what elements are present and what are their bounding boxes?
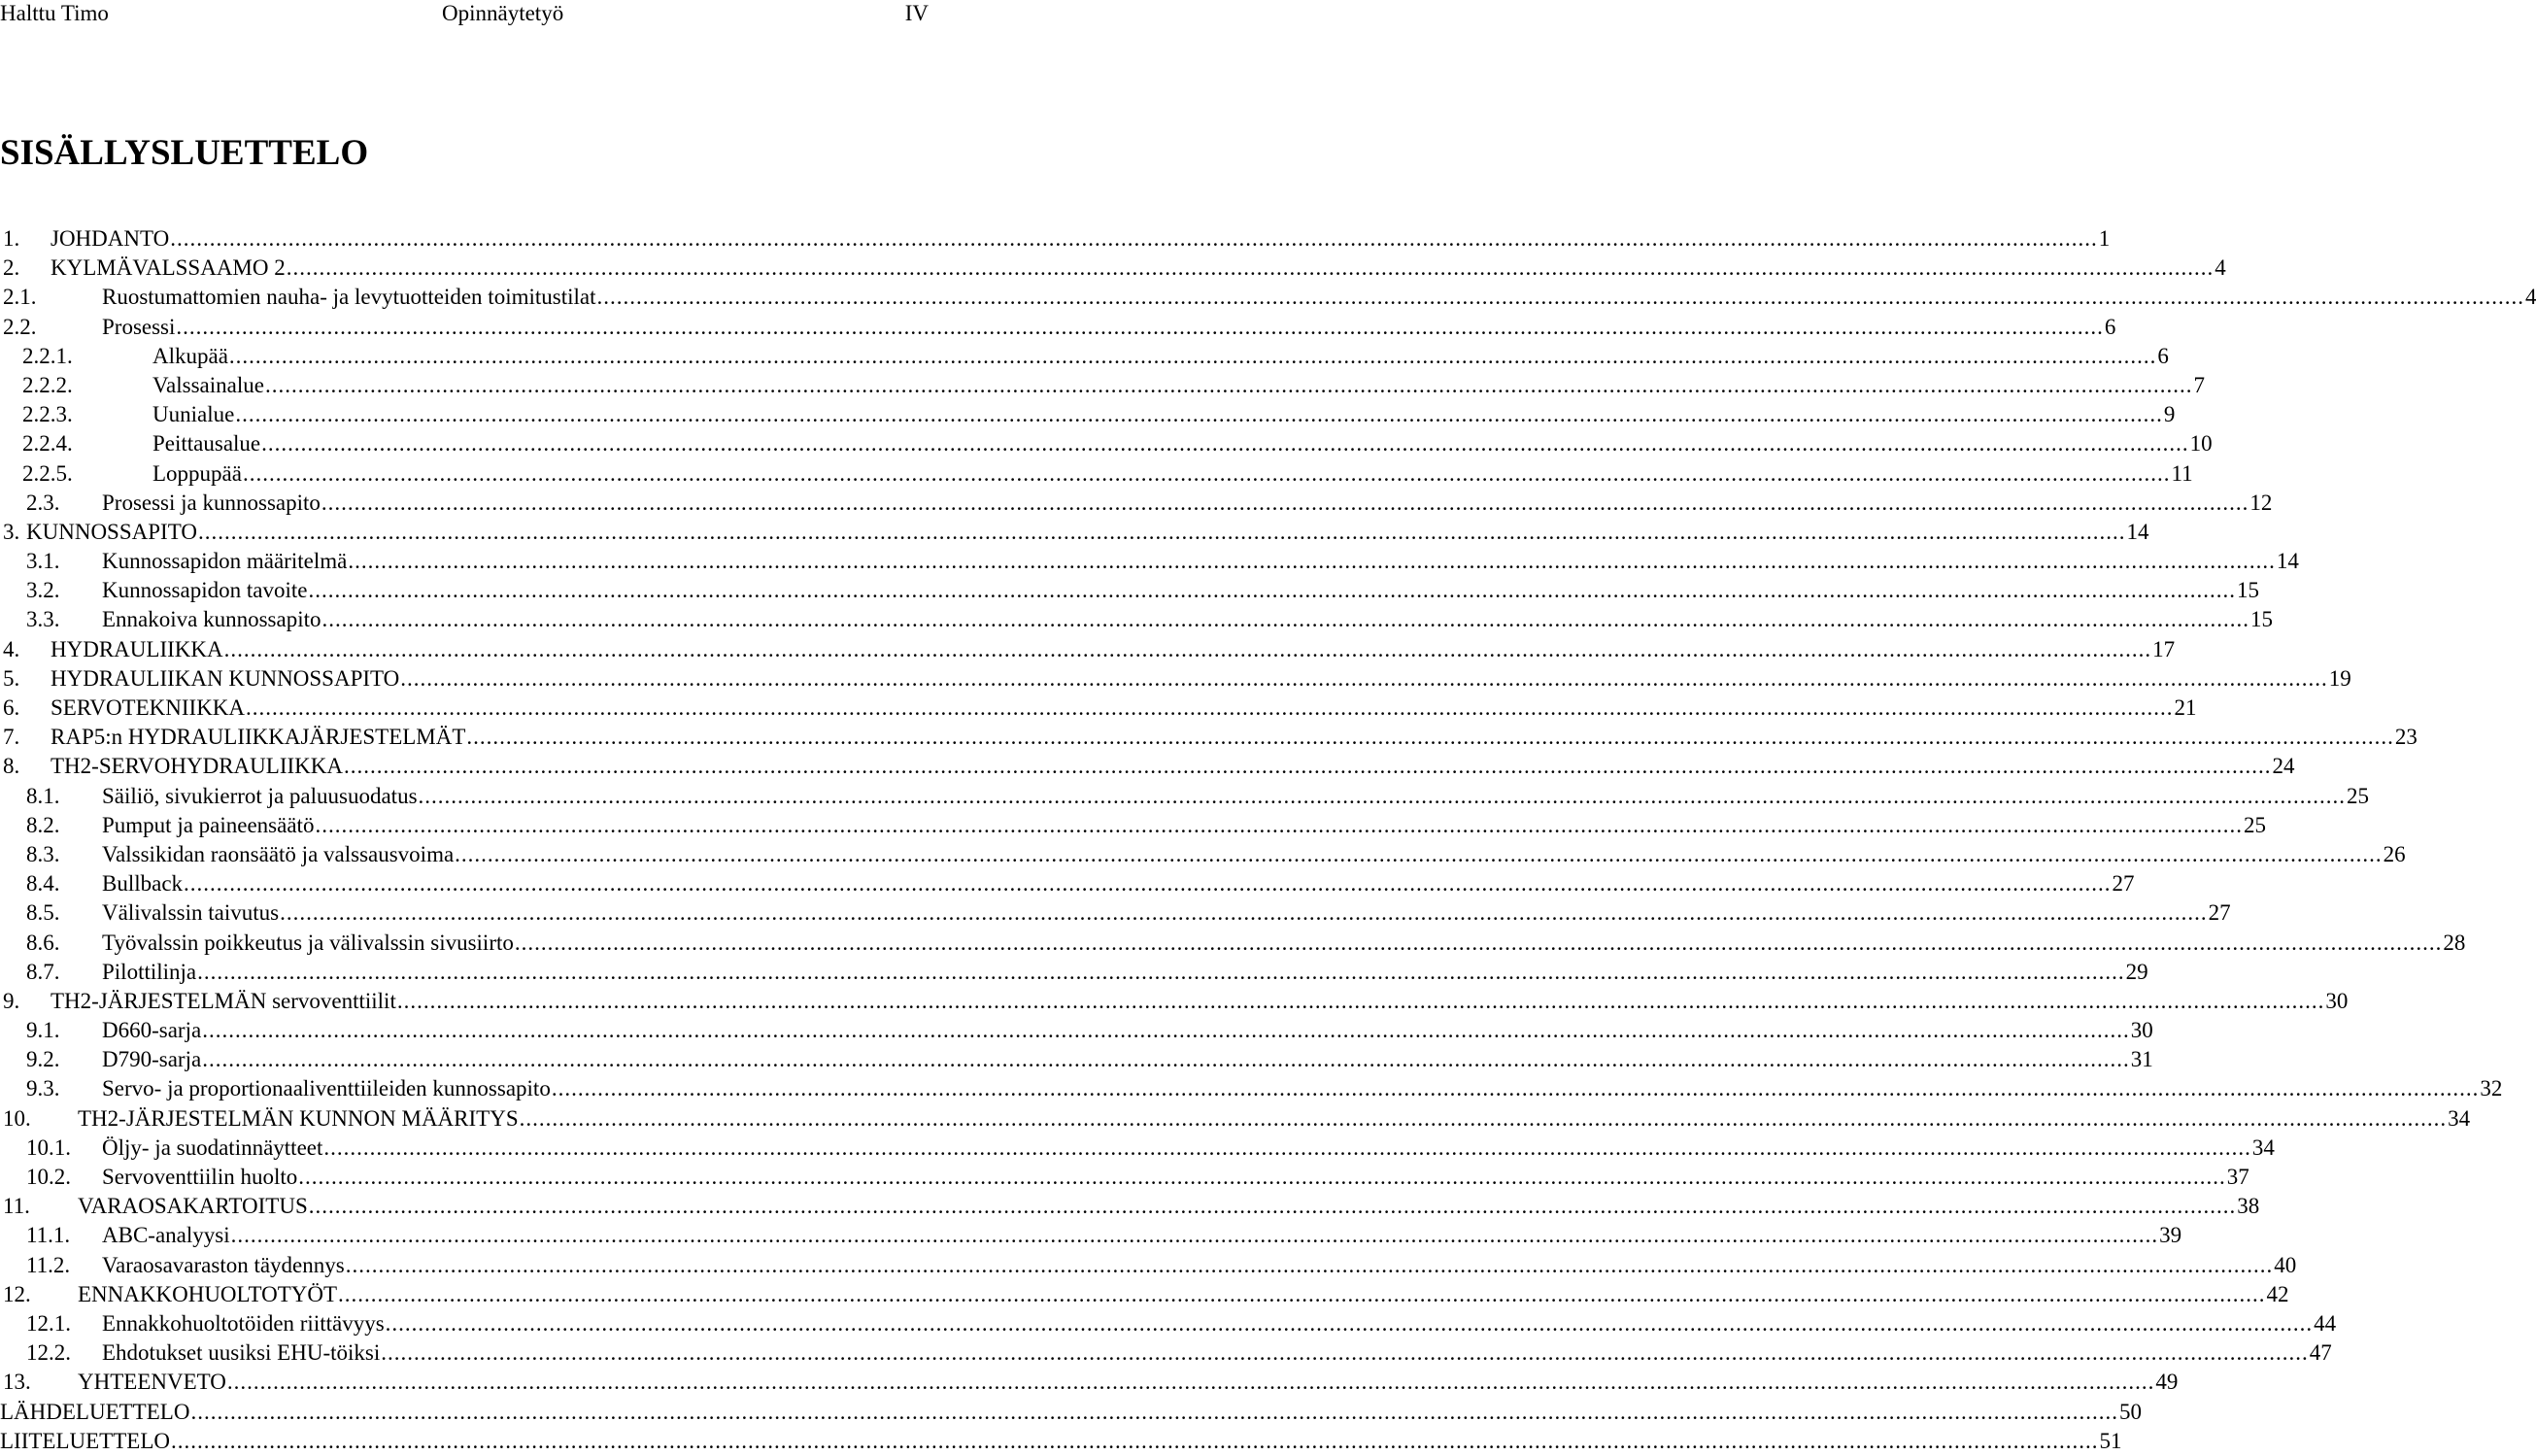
- toc-entry-row: [102, 605, 2273, 634]
- toc-entry-row: [152, 400, 2176, 429]
- toc-entry-number: 2.: [3, 255, 20, 281]
- toc-entry-row: [51, 664, 2351, 694]
- toc-leader-dots: [198, 518, 2126, 547]
- toc-entry-page: 44: [2314, 1310, 2337, 1336]
- toc-entry[interactable]: [0, 1192, 2260, 1221]
- toc-entry-row: [102, 811, 2266, 840]
- toc-entry-number: 8.3.: [26, 841, 60, 866]
- toc-entry-number: 2.3.: [26, 490, 60, 515]
- toc-leader-dots: [321, 489, 2249, 518]
- toc-entry[interactable]: [0, 489, 2273, 518]
- toc-entry-page: 21: [2174, 695, 2197, 720]
- toc-entry-row: [26, 518, 2149, 547]
- toc-entry[interactable]: [0, 518, 2149, 547]
- header-author: Halttu Timo: [0, 1, 109, 25]
- toc-entry[interactable]: [0, 782, 2370, 811]
- toc-entry-number: 3.3.: [26, 607, 60, 632]
- toc-entry-row: [152, 429, 2213, 458]
- toc-entry-title: LIITELUETTELO: [0, 1428, 170, 1453]
- toc-entry-row: [102, 958, 2148, 987]
- toc-entry-title: Öljy- ja suodatinnäytteet: [102, 1134, 323, 1160]
- toc-entry-row: [102, 840, 2406, 869]
- toc-leader-dots: [229, 342, 2157, 371]
- toc-entry-number: 1.: [3, 226, 20, 251]
- toc-entry-title: KUNNOSSAPITO: [26, 519, 197, 544]
- toc-entry-row: [102, 489, 2273, 518]
- toc-entry-page: 17: [2152, 636, 2176, 661]
- toc-entry-title: Välivalssin taivutus: [102, 900, 280, 926]
- toc-entry-page: 37: [2226, 1165, 2249, 1189]
- toc-entry[interactable]: [0, 694, 2197, 723]
- toc-entry-number: 8.6.: [26, 930, 60, 955]
- toc-entry[interactable]: [0, 1045, 2153, 1074]
- toc-entry-page: 4: [2215, 255, 2226, 281]
- toc-leader-dots: [515, 929, 2443, 958]
- toc-entry-title: Prosessi: [102, 314, 176, 339]
- toc-entry-row: [102, 313, 2116, 342]
- toc-entry-number: 10.2.: [26, 1165, 71, 1189]
- toc-entry-page: 15: [2236, 578, 2259, 603]
- toc-leader-dots: [466, 723, 2394, 752]
- toc-entry[interactable]: [0, 254, 2226, 283]
- toc-entry-row: [152, 371, 2205, 400]
- toc-entry-title: Alkupää: [152, 343, 228, 368]
- toc-entry-number: 9.2.: [26, 1047, 60, 1072]
- toc-leader-dots: [596, 283, 2524, 312]
- toc-entry-row: [78, 1280, 2289, 1309]
- toc-entry-page: 49: [2155, 1370, 2179, 1395]
- toc-entry-page: 34: [2448, 1105, 2471, 1131]
- toc-entry[interactable]: [0, 723, 2418, 752]
- toc-leader-dots: [171, 1427, 2099, 1456]
- toc-leader-dots: [322, 605, 2250, 634]
- toc-entry[interactable]: [0, 1338, 2332, 1368]
- toc-leader-dots: [520, 1104, 2448, 1134]
- toc-entry[interactable]: [0, 958, 2148, 987]
- toc-entry-title: Bullback: [102, 871, 184, 897]
- toc-entry-title: Pilottilinja: [102, 959, 197, 984]
- toc-entry-title: ABC-analyysi: [102, 1223, 230, 1248]
- toc-entry-page: 19: [2328, 665, 2351, 691]
- toc-entry-page: 15: [2250, 607, 2273, 632]
- toc-entry[interactable]: [0, 576, 2259, 605]
- toc-entry-page: 30: [2325, 988, 2349, 1013]
- toc-entry-title: Valssainalue: [152, 372, 264, 397]
- toc-entry-number: 2.2.4.: [22, 431, 73, 457]
- toc-entry-number: 10.: [3, 1105, 31, 1131]
- toc-entry[interactable]: [0, 869, 2135, 898]
- toc-entry-title: Pumput ja paineensäätö: [102, 812, 315, 837]
- toc-leader-dots: [224, 635, 2152, 664]
- toc-entry[interactable]: [0, 459, 2193, 489]
- toc-entry-number: 12.1.: [26, 1310, 71, 1336]
- toc-entry[interactable]: [0, 1280, 2289, 1309]
- toc-entry-title: KYLMÄVALSSAAMO 2: [51, 255, 286, 281]
- toc-entry-number: 2.2.5.: [22, 460, 73, 486]
- toc-entry-row: [51, 723, 2418, 752]
- toc-entry-row: [102, 929, 2466, 958]
- toc-leader-dots: [170, 224, 2098, 254]
- toc-entry-page: 23: [2394, 725, 2418, 750]
- header-page-number: IV: [904, 1, 929, 25]
- toc-entry-title: Servo- ja proportionaaliventtiileiden kunnossapito: [102, 1076, 551, 1101]
- toc-leader-dots: [197, 958, 2125, 987]
- toc-entry[interactable]: [0, 1134, 2275, 1163]
- toc-entry-row: [152, 342, 2169, 371]
- toc-entry[interactable]: [0, 840, 2406, 869]
- toc-entry-page: 9: [2163, 402, 2176, 427]
- toc-leader-dots: [386, 1309, 2314, 1338]
- toc-entry-title: Varaosavaraston täydennys: [102, 1252, 345, 1277]
- toc-entry-title: HYDRAULIIKAN KUNNOSSAPITO: [51, 665, 400, 691]
- toc-entry[interactable]: [0, 1427, 2122, 1456]
- toc-entry-title: Ruostumattomien nauha- ja levytuotteiden toimitustilat: [102, 285, 596, 310]
- toc-entry[interactable]: [0, 429, 2213, 458]
- toc-entry-page: 14: [2276, 549, 2299, 574]
- toc-entry-title: D660-sarja: [102, 1018, 202, 1043]
- toc-entry-number: 8.1.: [26, 783, 60, 808]
- toc-entry-row: [102, 1309, 2337, 1338]
- toc-entry-page: 40: [2274, 1252, 2297, 1277]
- toc-entry-number: 3.1.: [26, 549, 60, 574]
- toc-entry-title: Loppupää: [152, 460, 242, 486]
- toc-entry-row: [102, 283, 2536, 312]
- toc-leader-dots: [184, 869, 2112, 898]
- toc-entry[interactable]: [0, 1398, 2142, 1427]
- toc-entry-page: 10: [2189, 431, 2213, 457]
- table-of-contents: [0, 224, 2536, 1456]
- toc-entry-page: 27: [2208, 900, 2231, 926]
- toc-entry-number: 2.1.: [3, 285, 37, 310]
- toc-entry-page: 27: [2112, 871, 2135, 897]
- toc-entry[interactable]: [0, 313, 2116, 342]
- toc-entry-row: [51, 987, 2349, 1016]
- toc-leader-dots: [308, 576, 2236, 605]
- toc-entry-row: [0, 1427, 2122, 1456]
- toc-entry-page: 51: [2099, 1428, 2122, 1453]
- toc-entry-number: 7.: [3, 725, 20, 750]
- toc-leader-dots: [280, 898, 2208, 928]
- toc-entry-row: [102, 1016, 2153, 1045]
- toc-entry-title: Uunialue: [152, 402, 235, 427]
- toc-entry-page: 4: [2524, 285, 2536, 310]
- toc-entry-page: 28: [2443, 930, 2466, 955]
- toc-entry[interactable]: [0, 1104, 2471, 1134]
- toc-entry[interactable]: [0, 811, 2266, 840]
- toc-entry-page: 14: [2126, 519, 2149, 544]
- toc-entry-row: [102, 547, 2299, 576]
- toc-entry-number: 11.1.: [26, 1223, 71, 1248]
- toc-entry-page: 24: [2272, 754, 2295, 779]
- toc-leader-dots: [265, 371, 2193, 400]
- toc-entry-title: SERVOTEKNIIKKA: [51, 695, 246, 720]
- toc-entry-row: [0, 1398, 2142, 1427]
- toc-entry-title: VARAOSAKARTOITUS: [78, 1194, 308, 1219]
- page-title: SISÄLLYSLUETTELO: [0, 133, 369, 173]
- toc-entry-page: 50: [2118, 1399, 2142, 1424]
- toc-entry-number: 9.3.: [26, 1076, 60, 1101]
- toc-entry-row: [102, 576, 2259, 605]
- toc-entry-row: [102, 782, 2370, 811]
- toc-entry-row: [51, 635, 2176, 664]
- toc-entry-row: [102, 1134, 2275, 1163]
- toc-entry[interactable]: [0, 635, 2176, 664]
- toc-leader-dots: [176, 313, 2104, 342]
- toc-entry[interactable]: [0, 1016, 2153, 1045]
- toc-leader-dots: [298, 1163, 2226, 1192]
- toc-entry[interactable]: [0, 898, 2231, 928]
- toc-leader-dots: [348, 547, 2276, 576]
- toc-leader-dots: [246, 694, 2174, 723]
- toc-leader-dots: [400, 664, 2328, 694]
- toc-entry-title: Kunnossapidon tavoite: [102, 578, 308, 603]
- toc-entry-page: 26: [2383, 841, 2406, 866]
- toc-entry-title: Kunnossapidon määritelmä: [102, 549, 348, 574]
- toc-entry-page: 12: [2249, 490, 2273, 515]
- toc-leader-dots: [227, 1368, 2155, 1397]
- toc-entry-number: 4.: [3, 636, 20, 661]
- toc-entry-number: 2.2.2.: [22, 372, 73, 397]
- toc-entry-number: 2.2.: [3, 314, 37, 339]
- toc-leader-dots: [419, 782, 2347, 811]
- toc-entry[interactable]: [0, 1221, 2182, 1250]
- toc-entry[interactable]: [0, 224, 2111, 254]
- toc-entry-page: 6: [2104, 314, 2116, 339]
- page-header: [0, 0, 932, 29]
- toc-entry-number: 8.2.: [26, 812, 60, 837]
- toc-entry[interactable]: [0, 752, 2295, 781]
- toc-entry-number: 11.2.: [26, 1252, 71, 1277]
- toc-entry-page: 7: [2193, 372, 2205, 397]
- toc-entry-number: 3.: [3, 519, 20, 544]
- toc-entry[interactable]: [0, 342, 2169, 371]
- toc-entry-title: Prosessi ja kunnossapito: [102, 490, 321, 515]
- toc-entry-number: 9.1.: [26, 1018, 60, 1043]
- toc-entry-row: [51, 752, 2295, 781]
- toc-entry-row: [51, 694, 2197, 723]
- toc-entry-title: Ehdotukset uusiksi EHU-töiksi: [102, 1340, 381, 1366]
- toc-entry-title: Ennakkohuoltotöiden riittävyys: [102, 1310, 385, 1336]
- toc-entry-number: 8.5.: [26, 900, 60, 926]
- toc-entry-page: 39: [2159, 1223, 2182, 1248]
- toc-entry[interactable]: [0, 283, 2536, 312]
- toc-leader-dots: [323, 1134, 2251, 1163]
- toc-leader-dots: [309, 1192, 2237, 1221]
- toc-entry[interactable]: [0, 1074, 2503, 1103]
- toc-leader-dots: [338, 1280, 2266, 1309]
- toc-entry[interactable]: [0, 1368, 2179, 1397]
- toc-entry-number: 10.1.: [26, 1134, 71, 1160]
- toc-leader-dots: [243, 459, 2171, 489]
- toc-entry-number: 2.2.3.: [22, 402, 73, 427]
- toc-entry-title: Ennakoiva kunnossapito: [102, 607, 321, 632]
- toc-entry-title: Työvalssin poikkeutus ja välivalssin sivusiirto: [102, 930, 514, 955]
- toc-leader-dots: [552, 1074, 2480, 1103]
- toc-entry-title: Peittausalue: [152, 431, 261, 457]
- toc-entry-number: 8.7.: [26, 959, 60, 984]
- toc-leader-dots: [315, 811, 2243, 840]
- toc-entry-page: 34: [2251, 1134, 2275, 1160]
- toc-entry-title: Servoventtiilin huolto: [102, 1165, 298, 1189]
- toc-entry-number: 8.: [3, 754, 20, 779]
- toc-entry[interactable]: [0, 400, 2176, 429]
- toc-entry-row: [78, 1368, 2179, 1397]
- toc-entry-page: 25: [2347, 783, 2370, 808]
- toc-entry-title: LÄHDELUETTELO: [0, 1399, 190, 1424]
- toc-leader-dots: [346, 1251, 2274, 1280]
- toc-entry-row: [152, 459, 2193, 489]
- toc-entry-number: 8.4.: [26, 871, 60, 897]
- toc-entry-row: [78, 1104, 2471, 1134]
- toc-entry[interactable]: [0, 664, 2351, 694]
- toc-entry-title: ENNAKKOHUOLTOTYÖT: [78, 1281, 338, 1306]
- toc-entry-title: HYDRAULIIKKA: [51, 636, 223, 661]
- toc-entry[interactable]: [0, 1163, 2249, 1192]
- toc-entry-title: JOHDANTO: [51, 226, 170, 251]
- toc-entry-title: TH2-JÄRJESTELMÄN KUNNON MÄÄRITYS: [78, 1105, 519, 1131]
- toc-entry-page: 6: [2157, 343, 2169, 368]
- toc-entry-page: 42: [2266, 1281, 2289, 1306]
- toc-leader-dots: [344, 752, 2272, 781]
- toc-entry[interactable]: [0, 1309, 2337, 1338]
- toc-entry-number: 13.: [3, 1370, 31, 1395]
- toc-leader-dots: [261, 429, 2189, 458]
- toc-entry-page: 32: [2480, 1076, 2503, 1101]
- toc-entry-row: [78, 1192, 2260, 1221]
- toc-entry-row: [102, 1251, 2297, 1280]
- toc-entry-title: D790-sarja: [102, 1047, 202, 1072]
- toc-entry[interactable]: [0, 929, 2466, 958]
- toc-entry-row: [102, 898, 2231, 928]
- toc-entry-row: [102, 1221, 2182, 1250]
- toc-entry-row: [102, 1045, 2153, 1074]
- toc-entry-page: 38: [2237, 1194, 2260, 1219]
- toc-leader-dots: [202, 1045, 2130, 1074]
- toc-leader-dots: [190, 1398, 2118, 1427]
- toc-entry-row: [102, 1338, 2332, 1368]
- header-document-type: Opinnäytetyö: [442, 1, 564, 25]
- toc-leader-dots: [455, 840, 2383, 869]
- toc-entry-number: 9.: [3, 988, 20, 1013]
- toc-entry-number: 6.: [3, 695, 20, 720]
- toc-entry[interactable]: [0, 371, 2205, 400]
- toc-entry-row: [51, 254, 2226, 283]
- toc-entry-number: 3.2.: [26, 578, 60, 603]
- toc-entry-row: [102, 869, 2135, 898]
- toc-leader-dots: [397, 987, 2325, 1016]
- toc-entry[interactable]: [0, 547, 2299, 576]
- toc-leader-dots: [287, 254, 2215, 283]
- toc-entry-number: 5.: [3, 665, 20, 691]
- toc-entry[interactable]: [0, 605, 2273, 634]
- toc-entry-title: TH2-JÄRJESTELMÄN servoventtiilit: [51, 988, 396, 1013]
- toc-entry-row: [102, 1074, 2503, 1103]
- toc-entry-page: 1: [2098, 226, 2111, 251]
- toc-entry[interactable]: [0, 987, 2349, 1016]
- toc-entry-row: [102, 1163, 2249, 1192]
- toc-entry-title: Valssikidan raonsäätö ja valssausvoima: [102, 841, 455, 866]
- toc-entry-page: 29: [2125, 959, 2148, 984]
- toc-entry-number: 11.: [3, 1194, 30, 1219]
- toc-entry-page: 11: [2171, 460, 2193, 486]
- toc-entry-title: YHTEENVETO: [78, 1370, 226, 1395]
- toc-entry-page: 30: [2130, 1018, 2153, 1043]
- toc-entry-title: Säiliö, sivukierrot ja paluusuodatus: [102, 783, 418, 808]
- toc-entry-page: 47: [2309, 1340, 2332, 1366]
- toc-entry-number: 2.2.1.: [22, 343, 73, 368]
- toc-entry[interactable]: [0, 1251, 2297, 1280]
- toc-entry-row: [51, 224, 2111, 254]
- toc-entry-page: 25: [2243, 812, 2266, 837]
- toc-leader-dots: [202, 1016, 2130, 1045]
- toc-entry-page: 31: [2130, 1047, 2153, 1072]
- toc-entry-title: RAP5:n HYDRAULIIKKAJÄRJESTELMÄT: [51, 725, 466, 750]
- toc-leader-dots: [381, 1338, 2309, 1368]
- toc-leader-dots: [231, 1221, 2159, 1250]
- toc-entry-title: TH2-SERVOHYDRAULIIKKA: [51, 754, 343, 779]
- toc-entry-number: 12.: [3, 1281, 31, 1306]
- toc-leader-dots: [235, 400, 2163, 429]
- toc-entry-number: 12.2.: [26, 1340, 71, 1366]
